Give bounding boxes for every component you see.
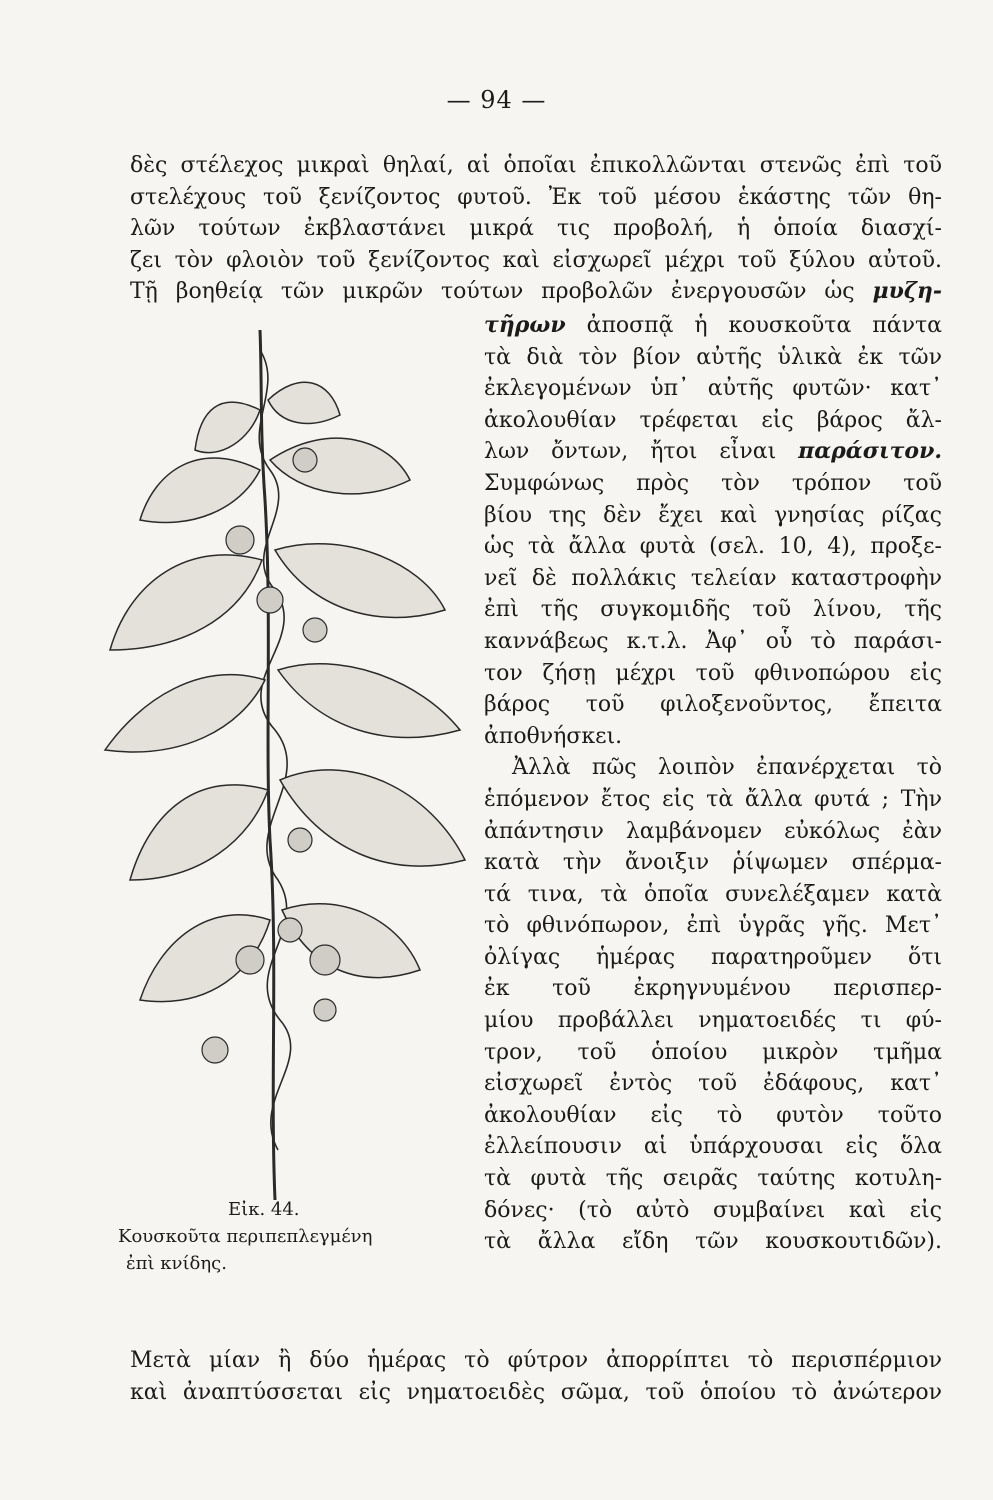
flower-cluster [310, 945, 340, 975]
text-line: στελέχους τοῦ ξενίζοντος φυτοῦ. Ἐκ τοῦ μέσου ἑκάστης τῶν θη- [130, 184, 942, 210]
flower-cluster [202, 1037, 228, 1063]
leaf [110, 555, 262, 650]
text-line: ζει τὸν φλοιὸν τοῦ ξενίζοντος καὶ εἰσχωρεῖ μέχρι τοῦ ξύλου αὐτοῦ. [130, 247, 942, 273]
flower-cluster [288, 828, 312, 852]
flower-cluster [226, 526, 254, 554]
text-line: ἐπὶ τῆς συγκομιδῆς τοῦ λίνου, τῆς [484, 597, 942, 623]
caption-text: Κουσκοῦτα περιπεπλεγμένη [118, 1226, 373, 1247]
flower-cluster [236, 946, 264, 974]
text-line: καννάβεως κ.τ.λ. Ἀφ᾽ οὗ τὸ παράσι- [484, 628, 942, 654]
text-line: τά τινα, τὰ ὁποῖα συνελέξαμεν κατὰ [484, 881, 942, 907]
figure-number: Εἰκ. 44. [228, 1199, 300, 1220]
leaf [278, 664, 460, 738]
leaf [105, 675, 265, 752]
page-number: — 94 — [446, 86, 547, 114]
text-line: ἀκολουθίαν εἰς τὸ φυτὸν τοῦτο [484, 1102, 942, 1128]
text-line: νεῖ δὲ πολλάκις τελείαν καταστροφὴν [484, 565, 942, 591]
text-line: ὡς τὰ ἄλλα φυτὰ (σελ. 10, 4), προξε- [484, 534, 942, 560]
text-line [130, 276, 942, 308]
text-line: εἰσχωρεῖ ἐντὸς τοῦ ἐδάφους, κατ᾽ [484, 1071, 942, 1097]
italic-term: παράσιτον. [798, 438, 942, 465]
text-line [484, 436, 942, 468]
italic-term: τῆρων [484, 312, 566, 338]
nettle-dodder-illustration [100, 320, 480, 1200]
text-line: ἀποθνήσκει. [484, 723, 623, 749]
text-line: τὸ φθινόπωρον, ἐπὶ ὑγρᾶς γῆς. Μετ᾽ [484, 913, 942, 939]
bottom-paragraph [130, 1345, 942, 1408]
text-line: Συμφώνως πρὸς τὸν τρόπον τοῦ [484, 470, 942, 496]
flower-cluster [278, 918, 302, 942]
right-column-text [484, 310, 942, 1258]
flower-cluster [257, 587, 283, 613]
text-line: ἐκ τοῦ ἐκρηγνυμένου περισπερ- [484, 976, 942, 1002]
text-line: δόνες· (τὸ αὐτὸ συμβαίνει καὶ εἰς [484, 1197, 942, 1223]
text-line: καὶ ἀναπτύσσεται εἰς νηματοειδὲς σῶμα, τοῦ ὁποίου τὸ ἀνώτερον [130, 1379, 942, 1405]
text-line: τὰ διὰ τὸν βίον αὐτῆς ὑλικὰ ἐκ τῶν [484, 344, 942, 370]
leaf [270, 438, 410, 494]
text-segment: ἀποσπᾷ ἡ κουσκοῦτα πάντα [586, 313, 942, 338]
text-line: δὲς στέλεχος μικραὶ θηλαί, αἱ ὁποῖαι ἐπικολλῶνται στενῶς ἐπὶ τοῦ [130, 153, 942, 178]
text-segment: λων ὄντων, ἤτοι εἶναι [484, 439, 777, 465]
text-line: ἑπόμενον ἔτος εἰς τὰ ἄλλα φυτά ; Τὴν [484, 786, 942, 812]
leaf [282, 904, 420, 978]
text-line: βάρος τοῦ φιλοξενοῦντος, ἔπειτα [484, 692, 942, 718]
leaf [195, 402, 260, 452]
leaf [275, 544, 445, 618]
leaf [268, 382, 340, 423]
figure-caption [118, 1196, 373, 1277]
text-line: ἀπάντησιν λαμβάνομεν εὐκόλως ἐὰν [484, 818, 942, 844]
text-line: Μετὰ μίαν ἢ δύο ἡμέρας τὸ φύτρον ἀπορρίπτει τὸ περισπέρμιον [130, 1348, 942, 1373]
leaf [140, 458, 260, 523]
flower-cluster [314, 999, 336, 1021]
text-line: τρον, τοῦ ὁποίου μικρὸν τμῆμα [484, 1039, 942, 1065]
leaf [280, 770, 465, 866]
text-line: ἐλλείπουσιν αἱ ὑπάρχουσαι εἰς ὅλα [484, 1134, 942, 1160]
text-segment: Τῇ βοηθείᾳ τῶν μικρῶν τούτων προβολῶν ἐνεργουσῶν ὡς [130, 279, 855, 305]
text-line: κατὰ τὴν ἄνοιξιν ῥίψωμεν σπέρμα- [484, 850, 942, 876]
text-line: Ἀλλὰ πῶς λοιπὸν ἐπανέρχεται τὸ [512, 755, 942, 781]
text-line: τον ζήσῃ μέχρι τοῦ φθινοπώρου εἰς [484, 660, 942, 686]
text-line: μίου προβάλλει νηματοειδές τι φύ- [484, 1008, 942, 1034]
text-line: βίου της δὲν ἔχει καὶ γνησίας ρίζας [484, 502, 942, 528]
text-line: ὀλίγας ἡμέρας παρατηροῦμεν ὅτι [484, 944, 942, 970]
leaf [130, 785, 268, 880]
flower-cluster [293, 448, 317, 472]
text-line: ἀκολουθίαν τρέφεται εἰς βάρος ἄλ- [484, 407, 942, 433]
text-line: λῶν τούτων ἐκβλαστάνει μικρά τις προβολή, ἡ ὁποία διασχί- [130, 216, 942, 242]
text-line: τὰ φυτὰ τῆς σειρᾶς ταύτης κοτυλη- [484, 1166, 942, 1192]
text-line [484, 310, 942, 342]
text-line: ἐκλεγομένων ὑπ᾽ αὐτῆς φυτῶν· κατ᾽ [484, 376, 942, 402]
caption-text: ἐπὶ κνίδης. [126, 1253, 227, 1274]
flower-cluster [303, 618, 327, 642]
text-line: τὰ ἄλλα εἴδη τῶν κουσκουτιδῶν). [484, 1229, 942, 1255]
italic-term: μυζη- [872, 278, 942, 305]
top-paragraph [130, 150, 942, 308]
